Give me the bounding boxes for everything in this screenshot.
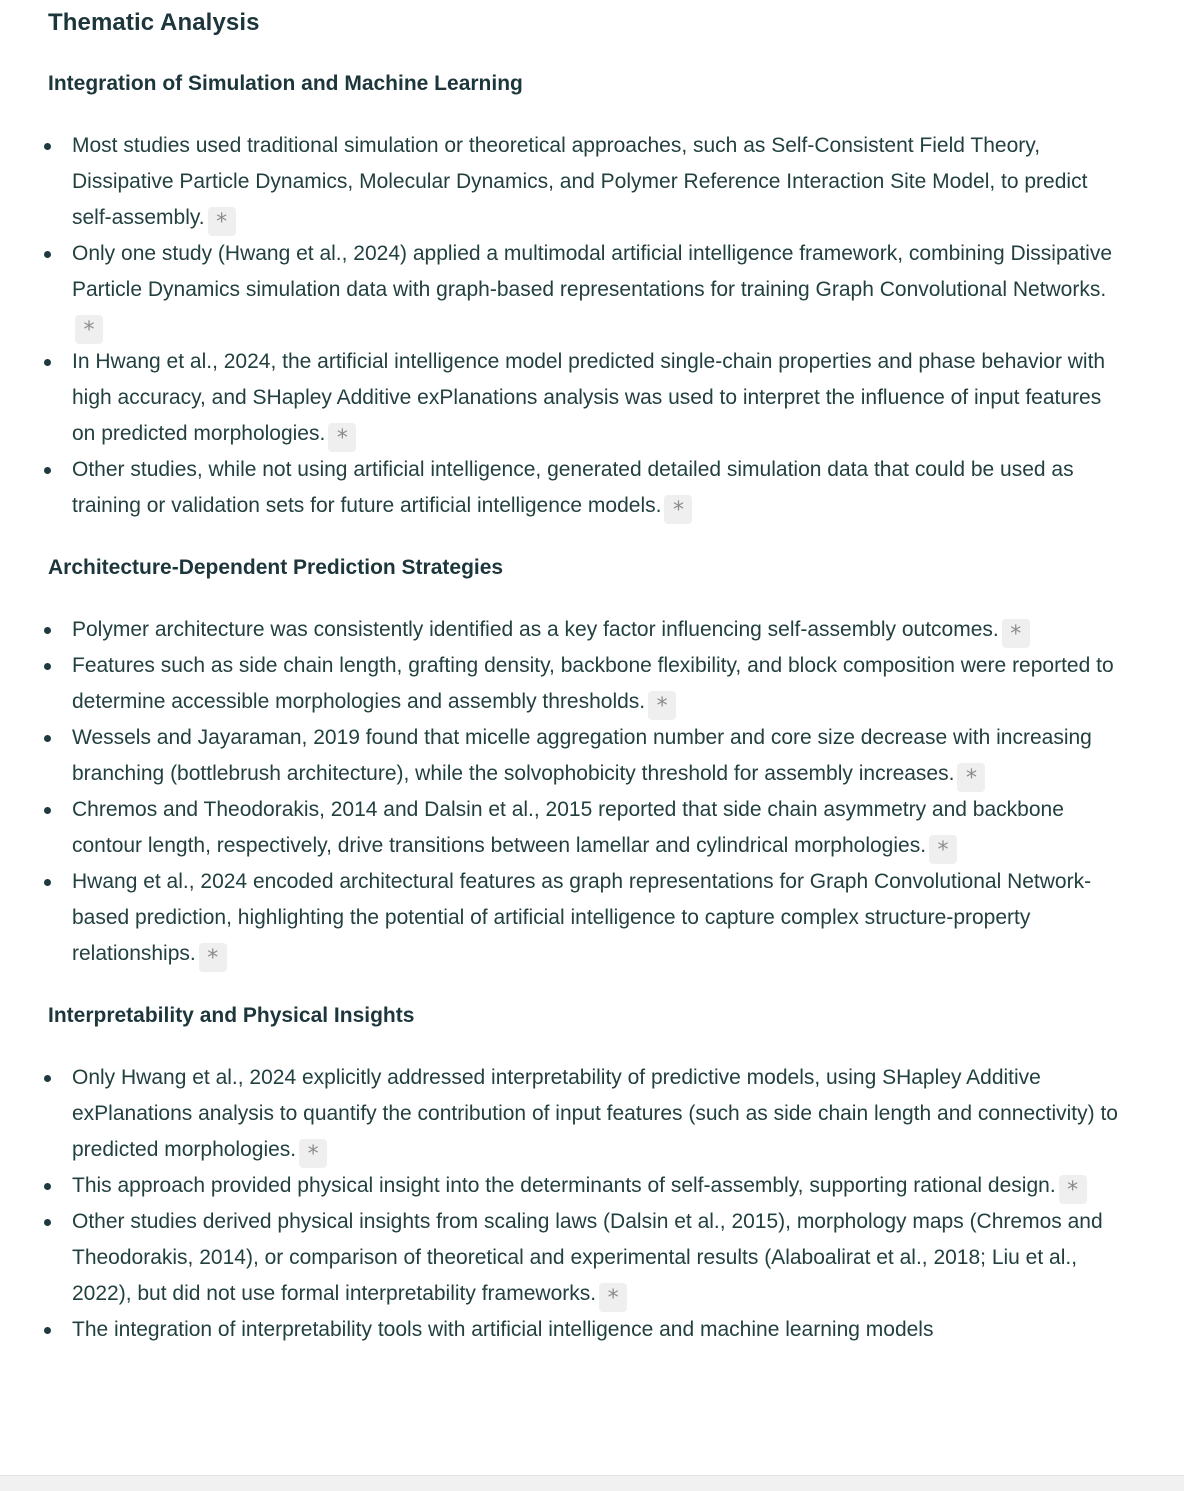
list-item [48, 128, 1128, 236]
citation-icon[interactable]: * [648, 691, 676, 720]
list-item [48, 864, 1128, 972]
list-item [48, 452, 1128, 524]
bullet-list [48, 612, 1128, 972]
bullet-text: Other studies derived physical insights from scaling laws (Dalsin et al., 2015), morphology maps (Chremos and Theodorakis, 2014), or comparison of theoretical and experimental results (Alaboalirat et al., 2018; Liu et al., 2022), but did not use formal interpretability frameworks. [72, 1210, 1103, 1305]
page-title: Thematic Analysis [48, 9, 260, 36]
citation-icon[interactable]: * [929, 835, 957, 864]
list-item [48, 792, 1128, 864]
list-item [48, 720, 1128, 792]
bullet-text: Features such as side chain length, grafting density, backbone flexibility, and block composition were reported to determine accessible morphologies and assembly thresholds. [72, 654, 1114, 713]
list-item [48, 1168, 1128, 1204]
list-item [48, 1312, 1128, 1348]
bullet-text: Hwang et al., 2024 encoded architectural features as graph representations for Graph Convolutional Network-based prediction, highlighting the potential of artificial intelligence to capture complex structure-property relationships. [72, 870, 1092, 965]
bullet-text: Most studies used traditional simulation or theoretical approaches, such as Self-Consistent Field Theory, Dissipative Particle Dynamics, Molecular Dynamics, and Polymer Reference Interaction Site Model, to predict self-assembly. [72, 134, 1088, 229]
citation-icon[interactable]: * [1059, 1175, 1087, 1204]
citation-icon[interactable]: * [328, 423, 356, 452]
citation-icon[interactable]: * [957, 763, 985, 792]
list-item [48, 1204, 1128, 1312]
bullet-text: In Hwang et al., 2024, the artificial intelligence model predicted single-chain properties and phase behavior with high accuracy, and SHapley Additive exPlanations analysis was used to interpret the influence of input features on predicted morphologies. [72, 350, 1106, 445]
citation-icon[interactable]: * [75, 315, 103, 344]
list-item [48, 648, 1128, 720]
bottom-bar [0, 1475, 1184, 1491]
citation-icon[interactable]: * [1002, 619, 1030, 648]
citation-icon[interactable]: * [664, 495, 692, 524]
bullet-text: Chremos and Theodorakis, 2014 and Dalsin et al., 2015 reported that side chain asymmetry and backbone contour length, respectively, drive transitions between lamellar and cylindrical morphologies. [72, 798, 1064, 857]
citation-icon[interactable]: * [208, 207, 236, 236]
bullet-text: This approach provided physical insight into the determinants of self-assembly, supporting rational design. [72, 1174, 1056, 1197]
section-simulation-ml [48, 68, 1128, 524]
bullet-text: Only one study (Hwang et al., 2024) applied a multimodal artificial intelligence framework, combining Dissipative Particle Dynamics simulation data with graph-based representations for training Graph Convolutional Networks. [72, 242, 1112, 301]
bullet-text: Other studies, while not using artificial intelligence, generated detailed simulation data that could be used as training or validation sets for future artificial intelligence models. [72, 458, 1074, 517]
section-architecture [48, 552, 1128, 972]
bullet-text: Wessels and Jayaraman, 2019 found that micelle aggregation number and core size decrease with increasing branching (bottlebrush architecture), while the solvophobicity threshold for assembly increases. [72, 726, 1092, 785]
citation-icon[interactable]: * [199, 943, 227, 972]
bullet-list [48, 128, 1128, 524]
citation-icon[interactable]: * [299, 1139, 327, 1168]
list-item [48, 344, 1128, 452]
list-item [48, 612, 1128, 648]
section-heading: Architecture-Dependent Prediction Strategies [48, 556, 504, 579]
section-heading: Interpretability and Physical Insights [48, 1004, 415, 1027]
document-content [48, 0, 1128, 1348]
citation-icon[interactable]: * [599, 1283, 627, 1312]
bullet-text: Only Hwang et al., 2024 explicitly addressed interpretability of predictive models, using SHapley Additive exPlanations analysis to quantify the contribution of input features (such as side chain length and connectivity) to predicted morphologies. [72, 1066, 1118, 1161]
bullet-text: The integration of interpretability tools with artificial intelligence and machine learning models [72, 1318, 934, 1341]
list-item [48, 1060, 1128, 1168]
bullet-text: Polymer architecture was consistently identified as a key factor influencing self-assembly outcomes. [72, 618, 999, 641]
section-heading: Integration of Simulation and Machine Learning [48, 72, 523, 95]
section-interpretability [48, 1000, 1128, 1348]
bullet-list [48, 1060, 1128, 1348]
list-item [48, 236, 1128, 344]
